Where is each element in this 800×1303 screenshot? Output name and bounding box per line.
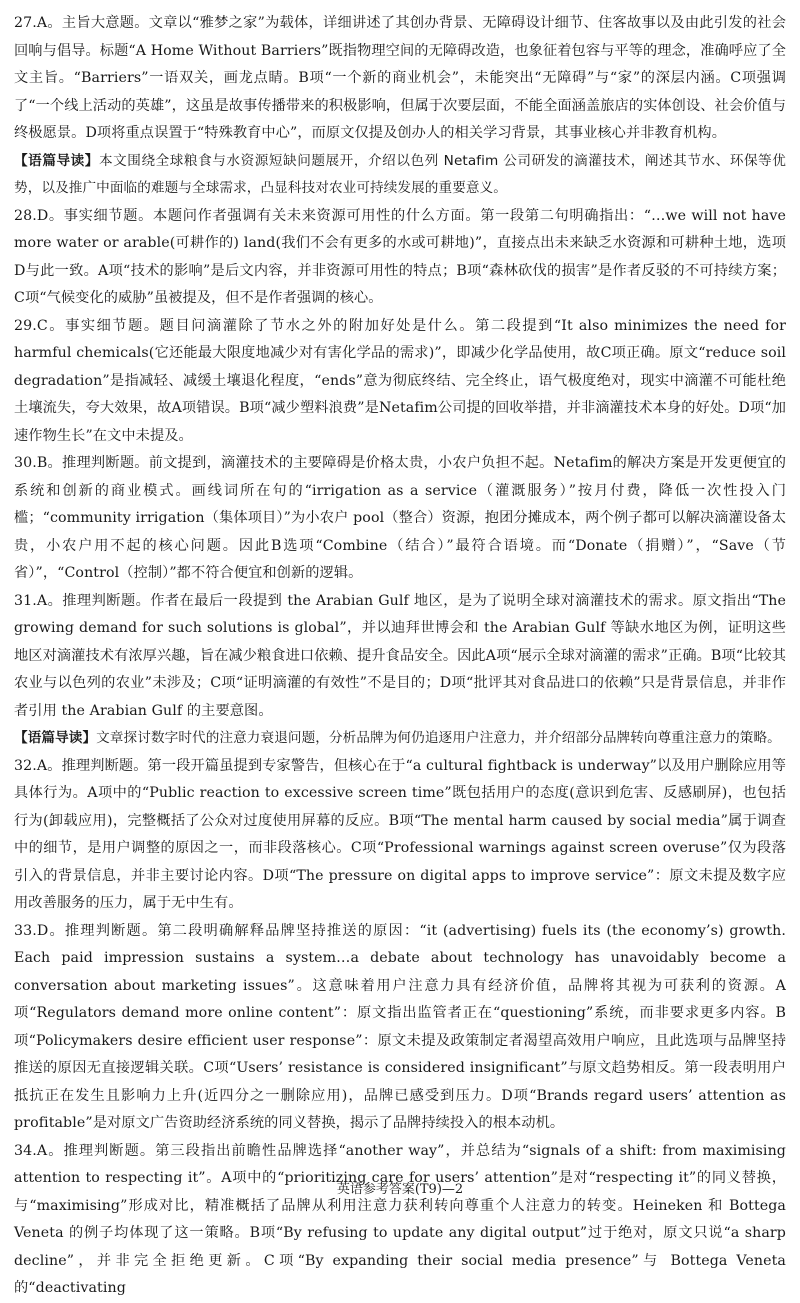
reading-guide-text: 本文围绕全球粮食与水资源短缺问题展开，介绍以色列 Netafim 公司研发的滴灌技术，阐述其节水、环保等优势，以及推广中面临的难题与全球需求，凸显科技对农业可持续发展的重要意义。: [14, 152, 786, 196]
answer-explanation: 34.A。推理判断题。第三段指出前瞻性品牌选择“another way”，并总结为“signals of a shift: from maximising attention to respecting it”。A项中的“prioritizing care for users’ attention”是对“respecting it”的同义替换，与“maximising”形成对比，精准概括了品牌从利用注意力获利转向尊重个人注意力的转变。Heineken 和 Bottega Veneta 的例子均体现了这一策略。B项“By refusing to update any digital output”过于绝对，原文只说“a sharp decline”，并非完全拒绝更新。C项“By expanding their social media presence”与 Bottega Veneta 的“deactivating: [14, 1142, 786, 1296]
answer-explanation: 29.C。事实细节题。题目问滴灌除了节水之外的附加好处是什么。第二段提到“It also minimizes the need for harmful chemicals(它还能最大限度地减少对有害化学品的需求)”，即减少化学品使用，故C项正确。原文“reduce soil degradation”是指减轻、减缓土壤退化程度，“ends”意为彻底终结、完全终止，语气极度绝对，现实中滴灌不可能杜绝土壤流失，夸大效果，故A项错误。B项“减少塑料浪费”是Netafim公司提的回收举措，并非滴灌技术本身的好处。D项“加速作物生长”在文中未提及。: [14, 317, 786, 444]
answer-explanation: 27.A。主旨大意题。文章以“雅梦之家”为载体，详细讲述了其创办背景、无障碍设计细节、住客故事以及由此引发的社会回响与倡导。标题“A Home Without Barriers”既指物理空间的无障碍改造，也象征着包容与平等的理念，准确呼应了全文主旨。“Barriers”一语双关，画龙点睛。B项“一个新的商业机会”，未能突出“无障碍”与“家”的深层内涵。C项强调了“一个线上活动的英雄”，这虽是故事传播带来的积极影响，但属于次要层面，不能全面涵盖旅店的实体创设、社会价值与终极愿景。D项将重点误置于“特殊教育中心”，而原文仅提及创办人的相关学习背景，其事业核心并非教育机构。: [14, 15, 786, 141]
reading-guide-paragraph: [14, 148, 786, 203]
answer-explanation: 28.D。事实细节题。本题问作者强调有关未来资源可用性的什么方面。第一段第二句明确指出：“…we will not have more water or arable(可耕作的) land(我们不会有更多的水或可耕地)”，直接点出未来缺乏水资源和可耕种土地，选项D与此一致。A项“技术的影响”是后文内容，并非资源可用性的特点；B项“森林砍伐的损害”是作者反驳的不可持续方案；C项“气候变化的威胁”虽被提及，但不是作者强调的核心。: [14, 207, 786, 306]
page-footer: 英语参考答案(T9)—2: [336, 1182, 464, 1197]
answer-explanation: 31.A。推理判断题。作者在最后一段提到 the Arabian Gulf 地区，是为了说明全球对滴灌技术的需求。原文指出“The growing demand for such solutions is global”，并以迪拜世博会和 the Arabian Gulf 等缺水地区为例，证明这些地区对滴灌技术有浓厚兴趣，旨在减少粮食进口依赖、提升食品安全。因此A项“展示全球对滴灌的需求”正确。B项“比较其农业与以色列的农业”未涉及；C项“证明滴灌的有效性”不是目的；D项“批评其对食品进口的依赖”只是背景信息，并非作者引用 the Arabian Gulf 的主要意图。: [14, 592, 786, 719]
reading-guide-label: 【语篇导读】: [14, 730, 97, 746]
reading-guide-label: 【语篇导读】: [14, 152, 99, 169]
answer-explanation: 30.B。推理判断题。前文提到，滴灌技术的主要障碍是价格太贵，小农户负担不起。Netafim的解决方案是开发更便宜的系统和创新的商业模式。画线词所在句的“irrigation as a service（灌溉服务）”按月付费，降低一次性投入门槛；“community irrigation（集体项目）”为小农户 pool（整合）资源，抱团分摊成本，两个例子都可以解决滴灌设备太贵，小农户用不起的核心问题。因此B选项“Combine（结合）”最符合语境。而“Donate（捐赠）”，“Save（节省）”，“Control（控制）”都不符合便宜和创新的逻辑。: [14, 455, 786, 581]
answer-explanation: 32.A。推理判断题。第一段开篇虽提到专家警告，但核心在于“a cultural fightback is underway”以及用户删除应用等具体行为。A项中的“Public reaction to excessive screen time”既包括用户的态度(意识到危害、反感刷屏)，也包括行为(卸载应用)，完整概括了公众对过度使用屏幕的反应。B项“The mental harm caused by social media”属于调查中的细节，是用户调整的原因之一，而非段落核心。C项“Professional warnings against screen overuse”仅为段落引入的背景信息，并非主要讨论内容。D项“The pressure on digital apps to improve service”：原文未提及数字应用改善服务的压力，属于无中生有。: [14, 757, 786, 911]
answer-explanation: 33.D。推理判断题。第二段明确解释品牌坚持推送的原因：“it (advertising) fuels its (the economy’s) growth. Each paid impression sustains a system…a debate about technology has unavoidably become a conversation about marketing issues”。这意味着用户注意力具有经济价值，品牌将其视为可获利的资源。A项“Regulators demand more online content”：原文指出监管者正在“questioning”系统，而非要求更多内容。B项“Policymakers desire efficient user response”：原文未提及政策制定者渴望高效用户响应，且此选项与品牌坚持推送的原因无直接逻辑关联。C项“Users’ resistance is considered insignificant”与原文趋势相反。第一段表明用户抵抗正在发生且影响力上升(近四分之一删除应用)，品牌已感受到压力。D项“Brands regard users’ attention as profitable”是对原文广告资助经济系统的同义替换，揭示了品牌持续投入的根本动机。: [14, 922, 786, 1131]
reading-guide-paragraph: [14, 725, 786, 753]
reading-guide-text: 文章探讨数字时代的注意力衰退问题，分析品牌为何仍追逐用户注意力，并介绍部分品牌转向尊重注意力的策略。: [96, 730, 781, 746]
